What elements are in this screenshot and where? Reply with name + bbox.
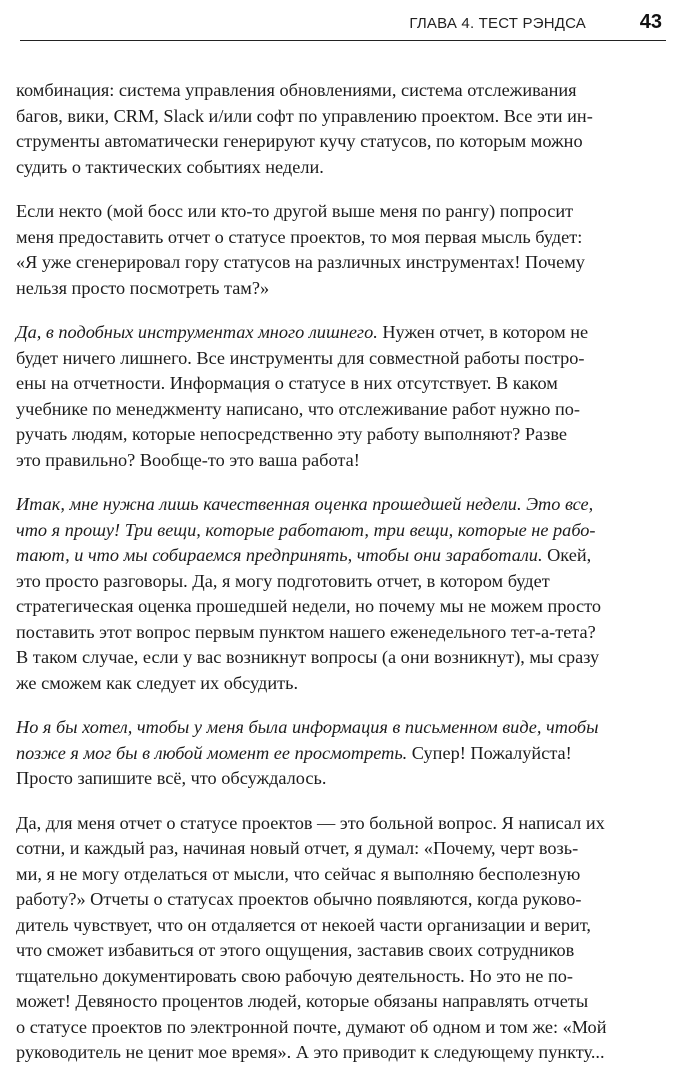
paragraph (16, 320, 667, 473)
paragraph (16, 811, 667, 1066)
paragraph (16, 199, 667, 301)
paragraph (16, 715, 667, 792)
paragraph-italic-lead: Но я бы хотел, чтобы у меня была информация в письменном виде, чтобы позже я мог бы в любой момент ее просмотреть. (16, 717, 599, 763)
page-number: 43 (639, 11, 662, 33)
paragraph-text: Окей, это просто разговоры. Да, я могу подготовить отчет, в котором будет стратегическая оценка прошедшей недели, но почему мы не можем просто поставить этот вопрос первым пунктом нашего еженедельного тет-а-тета? В таком случае, если у вас возникнут вопросы (а они возникнут), мы сразу же сможем как следует их обсудить. (16, 545, 601, 693)
paragraph-italic-lead: Итак, мне нужна лишь качественная оценка прошедшей недели. Это все, что я прошу! Три вещи, которые работают, три вещи, которые не рабо- тают, и что мы собираемся предпринять, чтобы они заработали. (16, 494, 596, 565)
paragraph-text: Супер! Пожалуйста! Просто запишите всё, что обсуждалось. (16, 742, 572, 788)
chapter-title: ГЛАВА 4. ТЕСТ РЭНДСА (409, 15, 586, 32)
paragraph (16, 78, 667, 180)
paragraph-text: комбинация: система управления обновлениями, система отслеживания багов, вики, CRM, Slack и/или софт по управлению проектом. Все эти ин- струменты автоматически генерируют кучу статусов, по которым можно судить о тактических событиях недели. (16, 80, 593, 177)
body-text (16, 78, 667, 1066)
paragraph-text: Нужен отчет, в котором не будет ничего лишнего. Все инструменты для совместной работы постро- ены на отчетности. Информация о статусе в них отсутствует. В каком учебнике по менеджменту написано, что отслеживание работ нужно по- ручать людям, которые непосредственно эту работу выполняют? Разве это правильно? Вообще-то это ваша работа! (16, 322, 589, 470)
running-header (20, 10, 666, 41)
paragraph-italic-lead: Да, в подобных инструментах много лишнего. (16, 322, 378, 342)
paragraph-text: Если некто (мой босс или кто-то другой выше меня по рангу) попросит меня предоставить отчет о статусе проектов, то моя первая мысль будет: «Я уже сгенерировал гору статусов на различных инструментах! Почему нельзя просто посмотреть там?» (16, 201, 585, 298)
paragraph (16, 492, 667, 696)
paragraph-text: Да, для меня отчет о статусе проектов — это больной вопрос. Я написал их сотни, и каждый раз, начиная новый отчет, я думал: «Почему, черт возь- ми, я не могу отделаться от мысли, что сейчас я выполняю бесполезную работу?» Отчеты о статусах проектов обычно появляются, когда руково- дитель чувствует, что он отдаляется от некоей части организации и верит, что сможет избавиться от этого ощущения, заставив своих сотрудников тщательно документировать свою рабочую деятельность. Но это не по- может! Девяносто процентов людей, которые обязаны направлять отчеты о статусе проектов по электронной почте, думают об одном и том же: «Мой руководитель не ценит мое время». А это приводит к следующему пункту... (16, 812, 607, 1062)
